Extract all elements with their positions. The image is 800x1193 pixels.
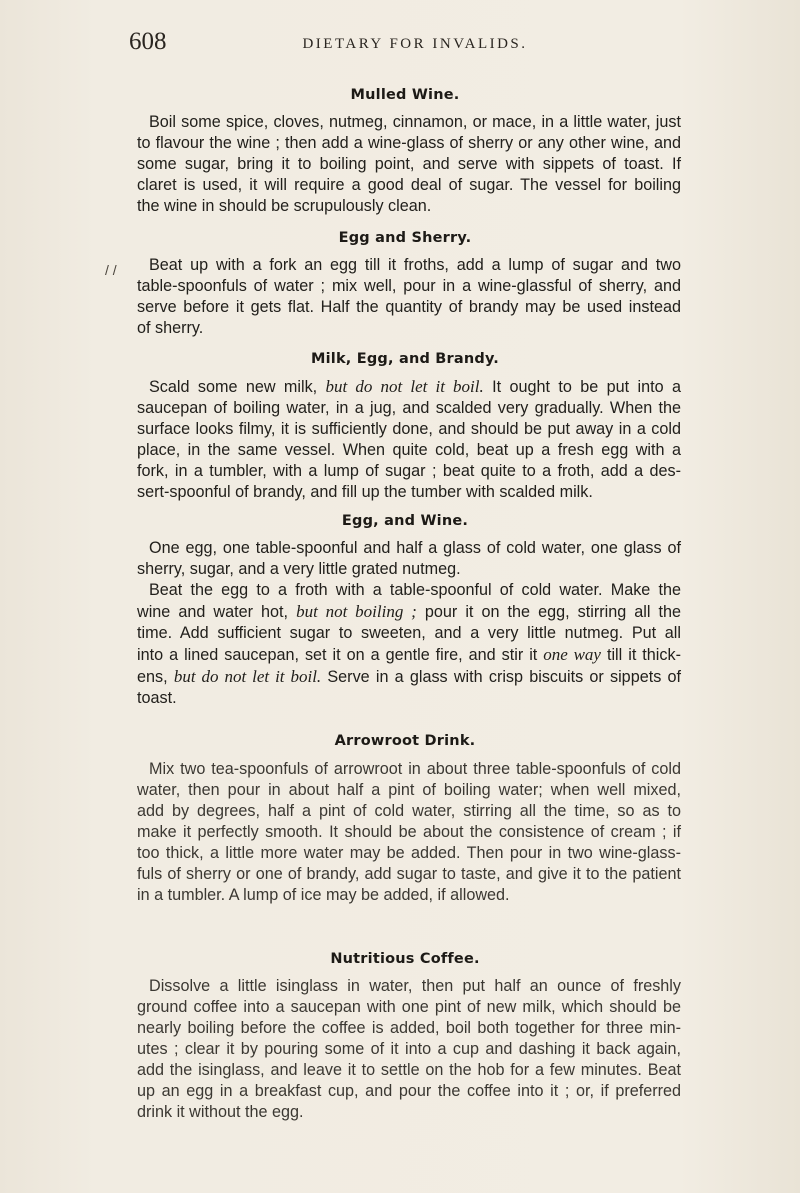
text-line: place, in the same vessel. When quite cold, beat up a fresh egg with a [137,441,681,459]
text-line: add the isinglass, and leave it to settle on the hob for a few minutes. Beat [137,1061,681,1079]
recipe-title-nutritious-coffee: Nutritious Coffee. [330,951,480,967]
text-line: of sherry. [137,319,204,337]
text-line: add by degrees, half a pint of cold water, stirring all the time, so as to [137,802,681,820]
text-line: wine and water hot, but not boiling ; pour it on the egg, stirring all the [137,602,682,621]
text-line: Dissolve a little isinglass in water, then put half an ounce of freshly [149,977,681,995]
text-line: toast. [137,689,177,707]
recipe-title-arrowroot-drink: Arrowroot Drink. [334,733,476,749]
italic-phrase: but do not let it boil. [173,667,322,686]
recipe-title-milk-egg-brandy: Milk, Egg, and Brandy. [310,351,500,367]
recipe-title-egg-and-wine: Egg, and Wine. [341,513,469,529]
text-line: nearly boiling before the coffee is added, boil both together for three min- [137,1019,681,1037]
italic-phrase: one way [543,645,601,664]
text-line: Boil some spice, cloves, nutmeg, cinnamon, or mace, in a little water, just [149,113,681,131]
text-line: fuls of sherry or one of brandy, add sugar to taste, and give it to the patient [137,865,681,883]
text-line: claret is used, it will require a good deal of sugar. The vessel for boiling [137,176,681,194]
text-line: ground coffee into a saucepan with one pint of new milk, which should be [137,998,681,1016]
margin-mark: / / [105,262,117,278]
text-line: into a lined saucepan, set it on a gentle fire, and stir it one way till it thick- [137,645,681,664]
recipe-body-nutritious-coffee [137,976,681,1123]
text-line: fork, in a tumbler, with a lump of sugar ; beat quite to a froth, add a des- [137,462,681,480]
text-line: sherry, sugar, and a very little grated nutmeg. [137,560,461,578]
text-line: time. Add sufficient sugar to sweeten, and a very little nutmeg. Put all [137,624,681,642]
text-line: serve before it gets flat. Half the quantity of brandy may be used instead [137,298,681,316]
text-line: too thick, a little more water may be added. Then pour in two wine-glass- [137,844,681,862]
text-line: utes ; clear it by pouring some of it into a cup and dashing it back again, [137,1040,681,1058]
text-line: to flavour the wine ; then add a wine-glass of sherry or any other wine, and [137,134,681,152]
text-line: One egg, one table-spoonful and half a glass of cold water, one glass of [149,539,681,557]
text-line: in a tumbler. A lump of ice may be added, if allowed. [137,886,510,904]
recipe-body-arrowroot-drink [137,759,681,906]
recipe-title-egg-and-sherry: Egg and Sherry. [338,230,472,246]
italic-phrase: but do not let it boil. [325,377,484,396]
recipe-body-milk-egg-brandy [137,376,681,503]
text-line: surface looks filmy, it is sufficiently done, and should be put away in a cold [137,420,681,438]
text-line: ens, but do not let it boil. Serve in a glass with crisp biscuits or sippets of [137,667,681,686]
text-line: sert-spoonful of brandy, and fill up the tumber with scalded milk. [137,483,593,501]
text-line: some sugar, bring it to boiling point, and serve with sippets of toast. If [137,155,681,173]
text-line: the wine in should be scrupulously clean. [137,197,432,215]
text-line: drink it without the egg. [137,1103,304,1121]
text-line: Beat up with a fork an egg till it froths, add a lump of sugar and two [149,256,681,274]
recipe-body-egg-and-wine [137,538,681,709]
text-line: saucepan of boiling water, in a jug, and scalded very gradually. When the [137,399,681,417]
text-line: water, then pour in about half a pint of boiling water; when well mixed, [137,781,681,799]
recipe-body-egg-and-sherry [137,255,681,339]
text-line: Scald some new milk, but do not let it boil. It ought to be put into a [149,377,681,396]
page-number: 608 [129,28,167,55]
text-line: up an egg in a breakfast cup, and pour the coffee into it ; or, if preferred [137,1082,681,1100]
running-head: DIETARY FOR INVALIDS. [302,36,528,52]
text-line: make it perfectly smooth. It should be about the consistence of cream ; if [137,823,681,841]
text-line: Beat the egg to a froth with a table-spoonful of cold water. Make the [149,581,681,599]
italic-phrase: but not boiling ; [296,602,417,621]
text-line: table-spoonfuls of water ; mix well, pour in a wine-glassful of sherry, and [137,277,681,295]
recipe-title-mulled-wine: Mulled Wine. [350,87,460,103]
text-line: Mix two tea-spoonfuls of arrowroot in about three table-spoonfuls of cold [149,760,681,778]
recipe-body-mulled-wine [137,112,681,217]
